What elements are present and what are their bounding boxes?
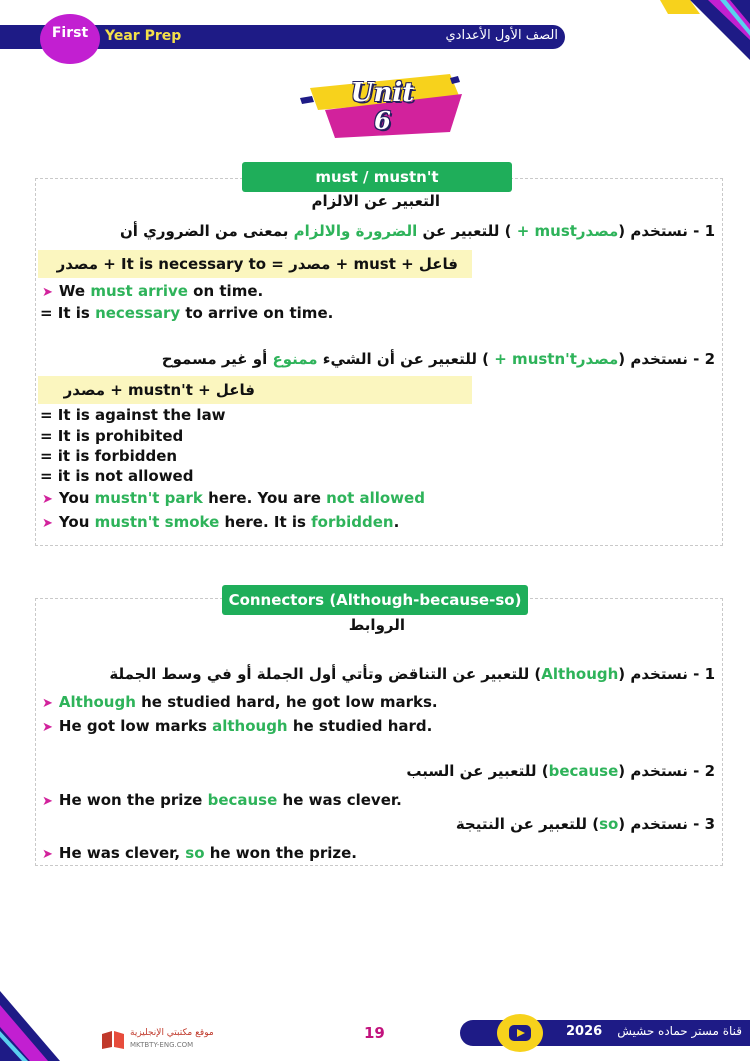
channel-name-ar: قناة مستر حماده حشيش — [617, 1024, 742, 1038]
example-text: He got low marks — [58, 717, 213, 735]
rule-text: ) للتعبير عن — [417, 222, 512, 240]
grade-label-ar: الصف الأول الأعدادي — [445, 28, 558, 43]
example-keyword: because — [207, 791, 278, 809]
arrow-right-icon: ➤ — [42, 516, 53, 531]
arrow-right-icon: ➤ — [42, 720, 53, 735]
equivalent-line: = It is prohibited — [40, 427, 184, 445]
equivalent-line: = It is against the law — [40, 406, 226, 424]
arrow-right-icon: ➤ — [42, 285, 53, 300]
unit-label: Unit — [350, 78, 415, 108]
although-example-1 — [42, 693, 438, 711]
unit-badge — [300, 72, 465, 140]
corner-decoration-bottom — [0, 991, 70, 1061]
youtube-badge — [497, 1014, 543, 1052]
site-url: MKTBTY-ENG.COM — [130, 1041, 194, 1049]
connectors-subtitle-ar: الروابط — [348, 616, 405, 634]
example-text: he won the prize. — [204, 844, 357, 862]
example-keyword: although — [212, 717, 288, 735]
unit-number: 6 — [374, 106, 391, 135]
although-rule — [109, 665, 715, 683]
example-keyword: not allowed — [326, 489, 425, 507]
page-number: 19 — [364, 1024, 385, 1042]
must-term: + must — [511, 222, 577, 240]
example-text: here. It is — [219, 513, 312, 531]
first-badge — [40, 14, 100, 64]
rule-text: نستخدم ( — [618, 665, 688, 683]
example-text: = It is — [40, 304, 96, 322]
because-rule — [406, 762, 715, 780]
so-term: so — [599, 815, 619, 833]
rule-text: ) للتعبير عن النتيجة — [455, 815, 600, 833]
equivalent-line: = it is forbidden — [40, 447, 178, 465]
rule-text: بمعنى من الضروري أن — [119, 222, 294, 240]
mustnt-rule-2 — [162, 350, 715, 368]
rule-text: نستخدم ( — [618, 762, 688, 780]
although-example-2 — [42, 717, 432, 735]
rule-number: 1 - — [693, 665, 715, 683]
although-term: Although — [541, 665, 619, 683]
example-text: . — [393, 513, 400, 531]
forbidden-term: ممنوع — [272, 350, 318, 368]
because-example — [42, 791, 402, 809]
example-text: He was clever, — [58, 844, 186, 862]
example-keyword: must arrive — [90, 282, 188, 300]
connectors-section-title: Connectors (Although-because-so) — [222, 585, 528, 615]
masdar-term: مصدر — [576, 222, 619, 240]
example-keyword: forbidden — [311, 513, 394, 531]
masdar-term: مصدر — [576, 350, 619, 368]
arrow-right-icon: ➤ — [42, 794, 53, 809]
must-subtitle-ar: التعبير عن الالزام — [311, 192, 440, 210]
example-text: on time. — [187, 282, 264, 300]
so-rule — [456, 815, 715, 833]
example-text: he studied hard. — [287, 717, 433, 735]
example-keyword: so — [185, 844, 205, 862]
example-keyword: Although — [58, 693, 136, 711]
because-term: because — [548, 762, 619, 780]
first-label: First — [51, 25, 89, 41]
rule-text: أو غير مسموح — [161, 350, 273, 368]
mustnt-formula: فاعل + mustn't + مصدر — [63, 381, 255, 399]
rule-text: نستخدم ( — [618, 815, 688, 833]
example-text: You — [58, 489, 95, 507]
rule-number: 2 - — [693, 350, 715, 368]
example-text: he was clever. — [277, 791, 402, 809]
must-formula: فاعل + must + مصدر = It is necessary to + مصدر — [56, 255, 458, 273]
youtube-icon — [509, 1025, 531, 1041]
example-keyword: mustn't park — [94, 489, 203, 507]
arrow-right-icon: ➤ — [42, 847, 53, 862]
example-text: You — [58, 513, 95, 531]
rule-text: ) للتعبير عن أن الشيء — [317, 350, 490, 368]
rule-text: نستخدم ( — [618, 222, 688, 240]
example-text: to arrive on time. — [180, 304, 334, 322]
rule-number: 2 - — [693, 762, 715, 780]
example-keyword: mustn't smoke — [94, 513, 220, 531]
must-rule-1 — [120, 222, 715, 240]
year-prep-label: Year Prep — [105, 28, 182, 44]
book-logo-icon — [100, 1028, 126, 1054]
rule-text: ) للتعبير عن السبب — [406, 762, 549, 780]
rule-number: 1 - — [693, 222, 715, 240]
equivalent-line: = it is not allowed — [40, 467, 194, 485]
mustnt-example-1 — [42, 489, 425, 507]
site-name-ar: موقع مكتبتي الإنجليزية — [130, 1028, 214, 1038]
example-text: here. You are — [202, 489, 327, 507]
example-text: We — [58, 282, 91, 300]
arrow-right-icon: ➤ — [42, 696, 53, 711]
rule-text: ) للتعبير عن التناقض وتأتي أول الجملة أو في وسط الجملة — [109, 665, 542, 683]
mustnt-term: + mustn't — [489, 350, 577, 368]
necessity-term: الضرورة والالزام — [293, 222, 418, 240]
arrow-right-icon: ➤ — [42, 492, 53, 507]
rule-number: 3 - — [693, 815, 715, 833]
rule-text: نستخدم ( — [618, 350, 688, 368]
mustnt-example-2 — [42, 513, 399, 531]
corner-decoration-top — [660, 0, 750, 70]
example-keyword: necessary — [95, 304, 181, 322]
footer-year: 2026 — [566, 1024, 603, 1039]
must-example-1 — [42, 282, 263, 300]
must-example-2 — [40, 304, 333, 322]
must-section-title: must / mustn't — [242, 162, 512, 192]
so-example — [42, 844, 357, 862]
example-text: he studied hard, he got low marks. — [135, 693, 438, 711]
example-text: He won the prize — [58, 791, 208, 809]
